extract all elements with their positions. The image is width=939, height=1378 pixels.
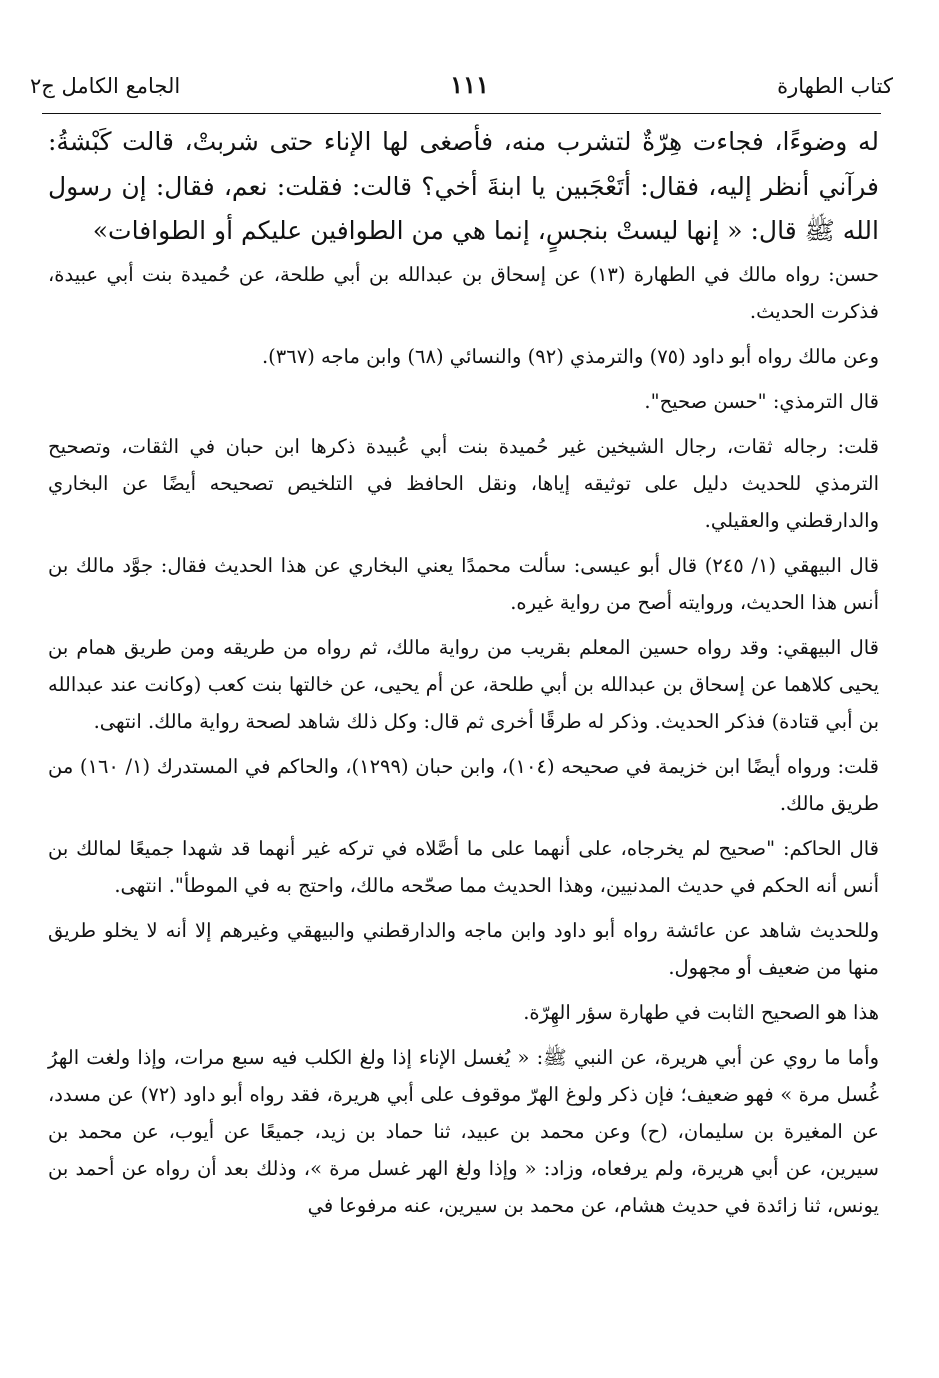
takhrij-paragraph: قلت: رجاله ثقات، رجال الشيخين غير حُميدة بنت أبي عُبيدة ذكرها ابن حبان في الثقات، وتصحيح الترمذي للحديث دليل على توثيقه إياها، ونقل الحافظ في التلخيص تصحيحه أيضًا عن البخاري والدارقطني والعقيلي. [48, 434, 880, 532]
takhrij-paragraph: وعن مالك رواه أبو داود (٧٥) والترمذي (٩٢) والنسائي (٦٨) وابن ماجه (٣٦٧). [261, 344, 879, 368]
page-number: ١١١ [450, 70, 489, 99]
page-body [48, 120, 879, 1224]
takhrij-paragraph: حسن: رواه مالك في الطهارة (١٣) عن إسحاق بن عبدالله بن أبي طلحة، عن حُميدة بنت أبي عبيدة، فذكرت الحديث. [48, 262, 880, 323]
takhrij-paragraph: وأما ما روي عن أبي هريرة، عن النبي ﷺ: « يُغسل الإناء إذا ولغ الكلب فيه سبع مرات، وإذا ولغت الهرُ غُسل مرة » فهو ضعيف؛ فإن ذكر ولوغ الهرّ موقوف على أبي هريرة، فقد رواه أبو داود (٧٢) عن مسدد، عن المغيرة بن سليمان، (ح) وعن محمد بن عبيد، ثنا حماد بن زيد، جميعًا عن أيوب، عن محمد بن سيرين، عن أبي هريرة، ولم يرفعاه، وزاد: « وإذا ولغ الهر غسل مرة »، وذلك بعد أن رواه عن أحمد بن يونس، ثنا زائدة في حديث هشام، عن محمد بن سيرين، عنه مرفوعا في [48, 1045, 879, 1217]
takhrij-paragraph: هذا هو الصحيح الثابت في طهارة سؤر الهِرّة. [523, 1000, 879, 1024]
header-section-title: كتاب الطهارة [777, 74, 893, 98]
takhrij-paragraph: قال الحاكم: "صحيح لم يخرجاه، على أنهما على ما أصَّلاه في تركه غير أنهما قد شهدا جميعًا لمالك بن أنس أنه الحكم في حديث المدنيين، وهذا الحديث مما صحّحه مالك، واحتج به في الموطأ". انتهى. [48, 836, 879, 897]
takhrij-paragraph: قال البيهقي: وقد رواه حسين المعلم بقريب من رواية مالك، ثم رواه من طريقه ومن طريق همام بن يحيى كلاهما عن إسحاق بن عبدالله بن أبي طلحة، عن أم يحيى، عن خالتها بنت كعب (وكانت عند عبدالله بن أبي قتادة) فذكر الحديث. وذكر له طرقًا أخرى ثم قال: وكل ذلك شاهد لصحة رواية مالك. انتهى. [48, 635, 879, 733]
header-divider [42, 113, 881, 114]
hadith-text: له وضوءًا، فجاءت هِرّةٌ لتشرب منه، فأصغى لها الإناء حتى شربتْ، قالت كَبْشةُ: فرآني أنظر إليه، فقال: أتَعْجَبين يا ابنةَ أخي؟ قالت: فقلت: نعم، فقال: إن رسول الله ﷺ قال: « إنها ليستْ بنجسٍ، إنما هي من الطوافين عليكم أو الطوافات» [48, 127, 879, 245]
running-header [28, 66, 911, 106]
takhrij-paragraph: قال البيهقي (١/ ٢٤٥) قال أبو عيسى: سألت محمدًا يعني البخاري عن هذا الحديث فقال: جوَّد مالك بن أنس هذا الحديث، وروايته أصح من رواية غيره. [48, 553, 879, 614]
takhrij-paragraph: وللحديث شاهد عن عائشة رواه أبو داود وابن ماجه والدارقطني والبيهقي وغيرهم إلا أنه لا يخلو طريق منها من ضعيف أو مجهول. [48, 918, 879, 979]
header-book-title: الجامع الكامل ج٢ [30, 74, 181, 98]
takhrij-paragraph: قال الترمذي: "حسن صحيح". [644, 389, 879, 413]
takhrij-paragraph: قلت: ورواه أيضًا ابن خزيمة في صحيحه (١٠٤)، وابن حبان (١٢٩٩)، والحاكم في المستدرك (١/ ١٦٠) من طريق مالك. [48, 754, 879, 815]
